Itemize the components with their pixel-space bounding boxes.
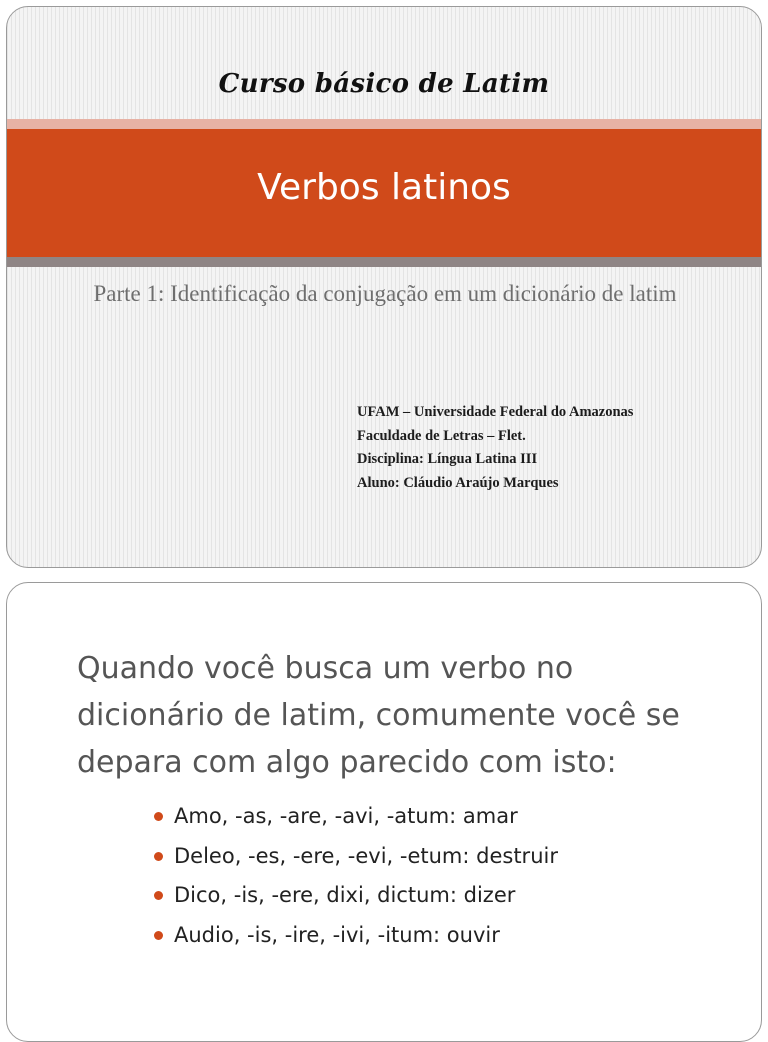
list-item-text: Deleo, -es, -ere, -evi, -etum: destruir bbox=[174, 843, 558, 868]
course-title: Curso básico de Latim bbox=[218, 69, 550, 99]
slide-subtitle: Parte 1: Identificação da conjugação em um dicionário de latim bbox=[93, 281, 677, 306]
list-item bbox=[152, 797, 558, 837]
credit-faculty: Faculdade de Letras – Flet. bbox=[357, 427, 526, 444]
list-item bbox=[152, 876, 558, 916]
credit-university: UFAM – Universidade Federal do Amazonas bbox=[357, 404, 634, 420]
content-slide bbox=[6, 582, 762, 1042]
accent-stripe-top bbox=[7, 119, 761, 129]
credit-discipline: Disciplina: Língua Latina III bbox=[357, 451, 538, 467]
slide-main-title: Verbos latinos bbox=[257, 167, 511, 208]
intro-paragraph: Quando você busca um verbo no dicionário de latim, comumente você se depara com algo parecido com isto: bbox=[77, 651, 680, 780]
list-item bbox=[152, 916, 558, 956]
bullet-icon bbox=[154, 812, 163, 821]
list-item-text: Amo, -as, -are, -avi, -atum: amar bbox=[174, 804, 518, 828]
verb-list bbox=[152, 797, 558, 955]
accent-stripe-bottom bbox=[7, 257, 761, 267]
bullet-icon bbox=[154, 931, 163, 940]
credit-student: Aluno: Cláudio Araújo Marques bbox=[357, 474, 559, 491]
credits-block bbox=[357, 401, 757, 495]
list-item-text: Dico, -is, -ere, dixi, dictum: dizer bbox=[174, 883, 516, 907]
list-item bbox=[152, 837, 558, 877]
list-item-text: Audio, -is, -ire, -ivi, -itum: ouvir bbox=[174, 922, 500, 947]
bullet-icon bbox=[154, 852, 163, 861]
title-slide bbox=[6, 6, 762, 568]
bullet-icon bbox=[154, 891, 163, 900]
